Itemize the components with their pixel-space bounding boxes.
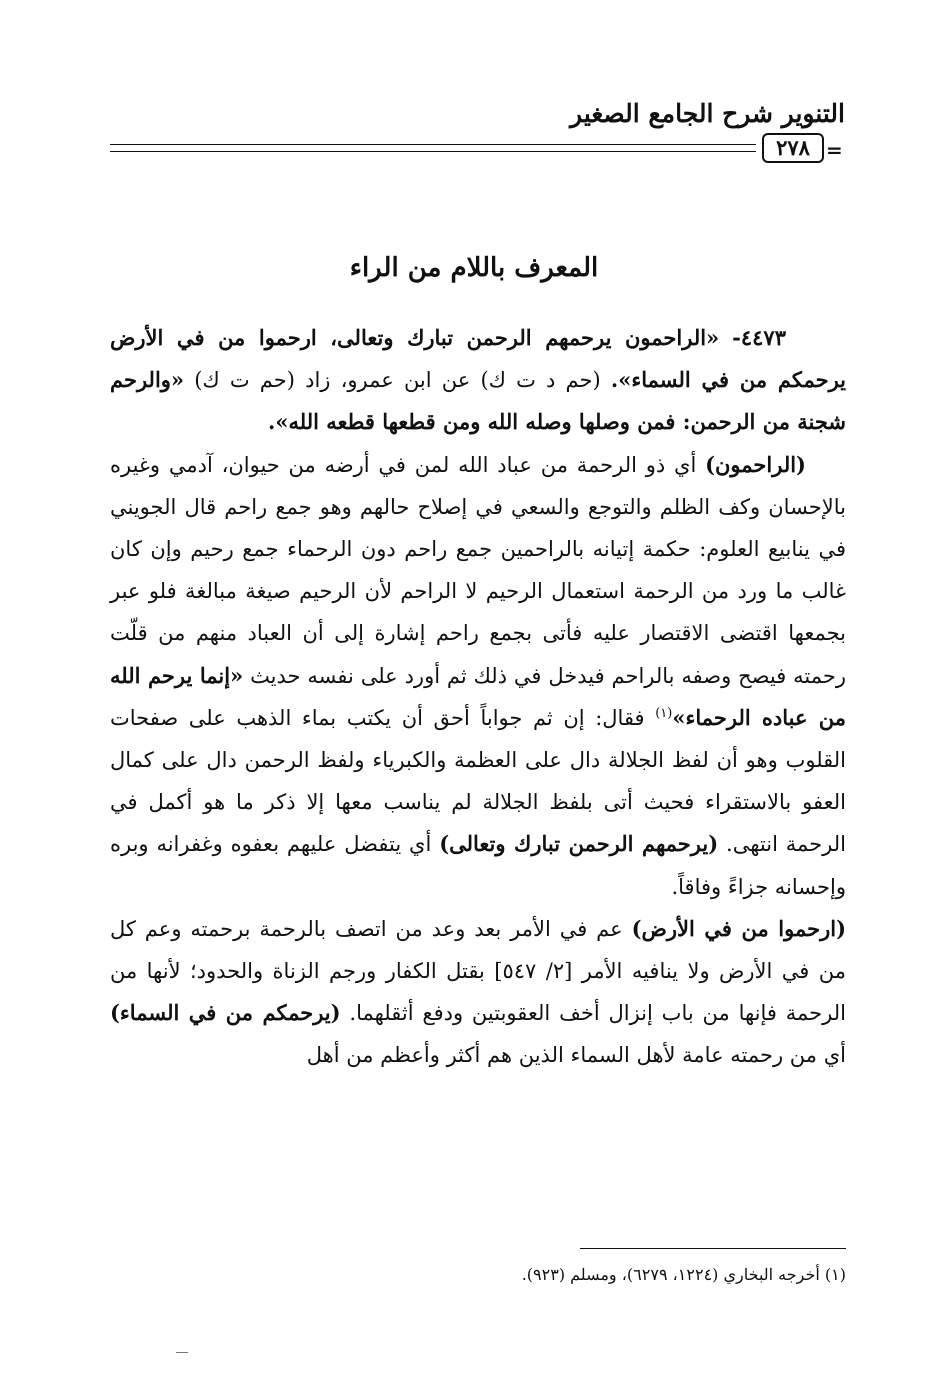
footnote-number: (١) [824, 1265, 846, 1284]
hadith-text: «الراحمون يرحمهم الرحمن تبارك وتعالى، ارحموا من في الأرض يرحمكم من في السماء». [110, 325, 846, 393]
hadith-paragraph [110, 317, 846, 444]
commentary-text: أي يتفضل عليهم بعفوه وغفرانه وبره وإحسانه جزاءً وفاقاً. [110, 832, 846, 899]
manuscript-reference: [٢/ ٥٤٧] [494, 959, 573, 984]
commentary-text: بقتل الكفار ورجم الزناة والحدود؛ لأنها من الرحمة فإنها من باب إنزال أخف العقوبتين ودفع أثقلهما. [110, 959, 846, 1026]
hadith-addition: «والرحم شجنة من الرحمن: فمن وصلها وصله الله ومن قطعها قطعه الله». [110, 367, 846, 435]
commentary-paragraph [110, 908, 846, 1077]
page-number-ornament: = [826, 138, 843, 162]
footnote-rule [580, 1248, 846, 1249]
running-title: التنوير شرح الجامع الصغير [570, 99, 845, 128]
commentary-quote: «إنما يرحم الله من عباده الرحماء» [110, 662, 846, 730]
footnote-marker: (١) [655, 705, 673, 721]
scan-mark [176, 1352, 188, 1353]
commentary-term: (يرحمكم من في السماء) [110, 1000, 341, 1026]
commentary-paragraph [110, 444, 846, 908]
body-text [110, 317, 846, 1077]
hadith-number: ٤٤٧٣- [732, 325, 786, 350]
commentary-text: فقال: إن ثم جواباً أحق أن يكتب بماء الذهب على صفحات القلوب وهو أن لفظ الجلالة دال على العظمة والكبرياء ولفظ الرحمن دال على كمال العفو بالاستقراء فحيث أتى بلفظ الجلالة لم يناسب معها إلا ذكر ما هو أكمل في الرحمة انتهى. [110, 705, 846, 857]
footnote [380, 1262, 846, 1288]
footnote-text: أخرجه البخاري (١٢٢٤، ٦٢٧٩)، ومسلم (٩٢٣). [521, 1265, 820, 1284]
commentary-text: عم في الأمر بعد وعد من اتصف بالرحمة برحمته وعم كل من في الأرض ولا ينافيه الأمر [110, 916, 846, 984]
section-heading: المعرف باللام من الراء [349, 253, 599, 283]
hadith-sources: (حم د ت ك) عن ابن عمرو، زاد (حم ت ك) [194, 368, 601, 393]
commentary-term: (الراحمون) [705, 451, 806, 477]
commentary-term: (يرحمهم الرحمن تبارك وتعالى) [439, 831, 719, 857]
header-rule [110, 144, 756, 145]
commentary-term: (ارحموا من في الأرض) [631, 915, 847, 941]
header-rule [110, 151, 756, 152]
commentary-text: أي من رحمته عامة لأهل السماء الذين هم أكثر وأعظم من أهل [306, 1043, 846, 1068]
page-number: ٢٧٨ [762, 133, 824, 163]
commentary-text: أي ذو الرحمة من عباد الله لمن في أرضه من حيوان، آدمي وغيره بالإحسان وكف الظلم والتوجع والسعي في إصلاح حالهم وهو جمع راحم قال الجويني في ينابيع العلوم: حكمة إتيانه بالراحمين جمع راحم دون الرحماء جمع رحيم وإن كان غالب ما ورد من الرحمة استعمال الرحيم لا الراحم لأن الرحيم صيغة مبالغة فلو عبر بجمعها اقتضى الاقتصار عليه فأتى بجمع راحم إشارة إلى أن العباد منهم من قلّت رحمته فيصح وصفه بالراحم فيدخل في ذلك ثم أورد على نفسه حديث [110, 452, 846, 688]
